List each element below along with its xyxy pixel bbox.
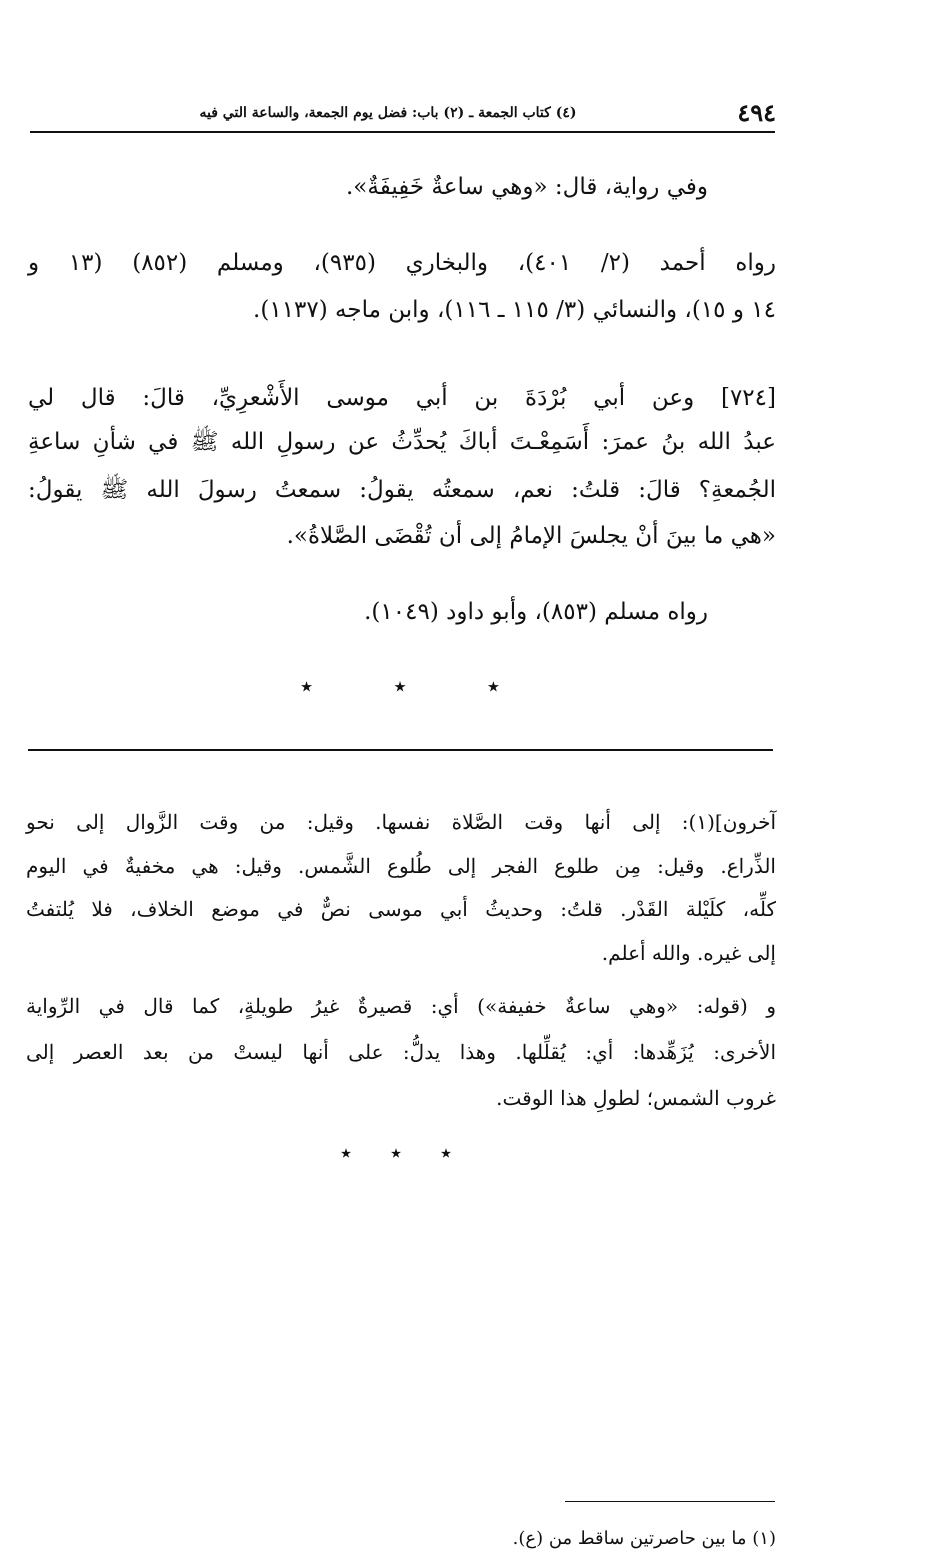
page-header <box>28 98 776 128</box>
star-ornament: ٭ <box>393 672 407 700</box>
star-ornament: ٭ <box>390 1141 402 1166</box>
commentary-line: الأخرى: يُزَهِّدها: أي: يُقلِّلها. وهذا يدلُّ: على أنها ليستْ من بعد العصر إلى <box>26 1040 776 1064</box>
commentary-line: الذِّراع. وقيل: مِن طلوع الفجر إلى طُلوع الشَّمس. وقيل: هي مخفيةٌ في اليوم <box>26 854 776 878</box>
commentary-line: و (قوله: «وهي ساعةٌ خفيفة») أي: قصيرةٌ غيرُ طويلةٍ، كما قال في الرِّواية <box>26 994 776 1018</box>
footnote: (١) ما بين حاصرتين ساقط من (ع). <box>512 1528 776 1549</box>
header-rule <box>30 131 775 133</box>
running-title: (٤) كتاب الجمعة ـ (٢) باب: فضل يوم الجمعة، والساعة التي فيه <box>199 105 577 121</box>
commentary-line: إلى غيره. والله أعلم. <box>601 941 776 965</box>
hadith-724-line: [٧٢٤] وعن أبي بُرْدَةَ بن أبي موسى الأَشْعرِيِّ، قالَ: قال لي <box>28 385 776 411</box>
footnote-rule <box>565 1501 775 1502</box>
hadith-724-line: عبدُ الله بنُ عمرَ: أَسَمِعْـتَ أباكَ يُحدِّثُ عن رسولِ الله ﷺ في شأنِ ساعةِ <box>28 429 776 455</box>
commentary-line: آخرون](١): إلى أنها وقت الصَّلاة نفسها. وقيل: من وقت الزَّوال إلى نحو <box>26 810 776 834</box>
star-ornament: ٭ <box>340 1141 352 1166</box>
takhrij-line: ١٤ و ١٥)، والنسائي (٣/ ١١٥ ـ ١١٦)، وابن ماجه (١١٣٧). <box>253 297 776 323</box>
commentary-rule <box>28 749 773 751</box>
page-number: ٤٩٤ <box>737 98 776 127</box>
commentary-line: غروب الشمس؛ لطولِ هذا الوقت. <box>496 1086 776 1110</box>
commentary-separator <box>340 1140 452 1168</box>
star-ornament: ٭ <box>300 672 314 700</box>
hadith-724-line: الجُمعةِ؟ قالَ: قلتُ: نعم، سمعتُه يقولُ: سمعتُ رسولَ الله ﷺ يقولُ: <box>28 477 776 503</box>
takhrij-line: رواه أحمد (٢/ ٤٠١)، والبخاري (٩٣٥)، ومسلم (٨٥٢) (١٣ و <box>28 250 777 276</box>
narration-line: وفي رواية، قال: «وهي ساعةٌ خَفِيفَةٌ». <box>345 174 708 200</box>
commentary-line: كلِّه، كلَيْلة القَدْر. قلتُ: وحديثُ أبي موسى نصٌّ في موضع الخلاف، فلا يُلتفتُ <box>26 897 776 921</box>
hadith-724-line: «هي ما بينَ أنْ يجلسَ الإمامُ إلى أن تُقْضَى الصَّلاةُ». <box>286 523 776 549</box>
star-ornament: ٭ <box>486 672 500 700</box>
star-ornament: ٭ <box>440 1141 452 1166</box>
section-separator <box>300 671 500 701</box>
takhrij-line: رواه مسلم (٨٥٣)، وأبو داود (١٠٤٩). <box>364 599 708 625</box>
